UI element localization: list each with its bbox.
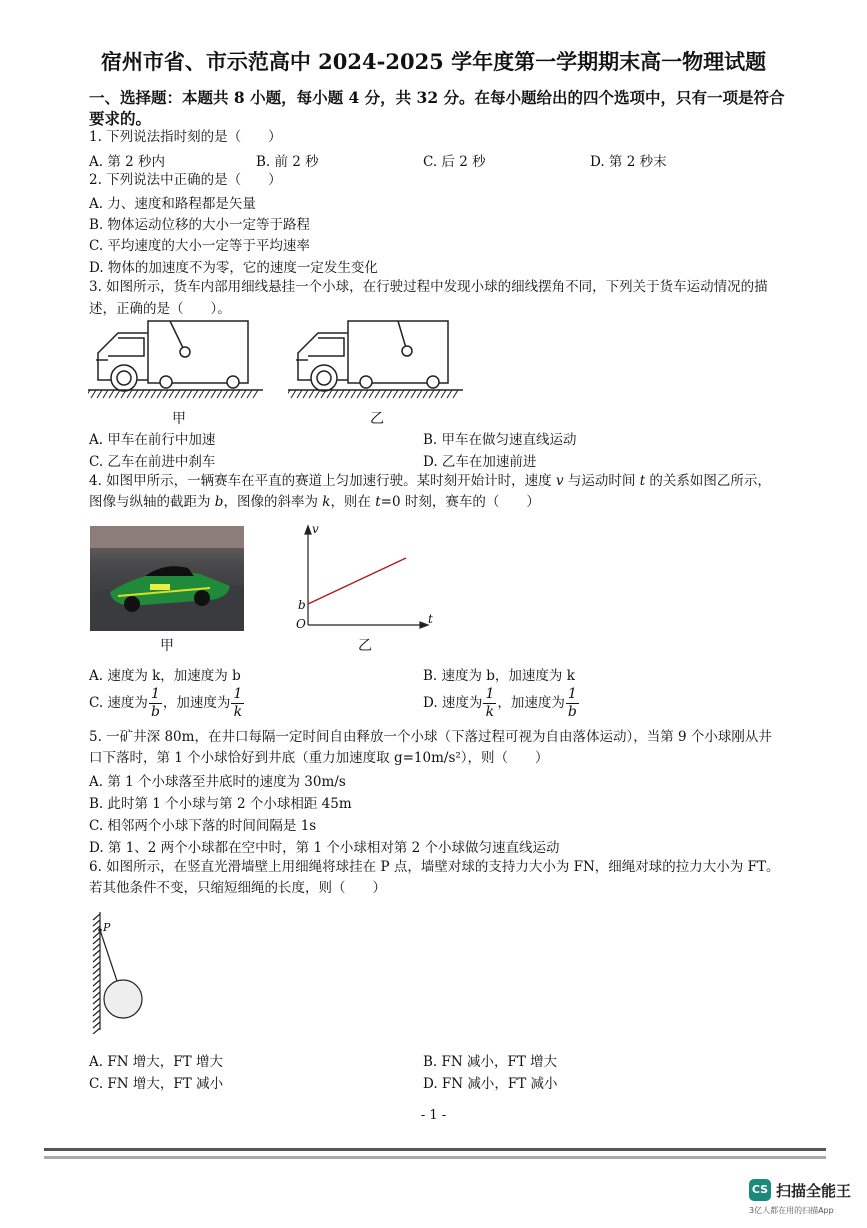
q5-stem-cont: 口下落时，第 1 个小球恰好到井底（重力加速度取 g=10m/s²），则（ ）	[89, 750, 549, 766]
q4-stem-cont: 图像与纵轴的截距为 b，图像的斜率为 k，则在 t=0 时刻，赛车的（ ）	[89, 494, 540, 510]
q6-stem: 6. 如图所示，在竖直光滑墙壁上用细绳将球挂在 P 点，墙壁对球的支持力大小为 FN，细绳对球的拉力大小为 FT。	[89, 859, 780, 875]
q5-option-c: C. 相邻两个小球下落的时间间隔是 1s	[89, 818, 317, 834]
graph-origin: O	[296, 617, 306, 631]
graph-axis-t: t	[428, 612, 433, 626]
q4-option-c: C. 速度为 $\frac{1}{b}$ ，加速度为 $\frac{1}{k}$	[89, 686, 243, 720]
page-divider-shadow	[44, 1156, 826, 1159]
q3-option-a: A. 甲车在前行中加速	[89, 432, 216, 448]
q3-stem-cont: 述，正确的是（ ）。	[89, 301, 231, 317]
q4-option-a: A. 速度为 k，加速度为 b	[89, 668, 241, 684]
q6-option-a: A. FN 增大，FT 增大	[89, 1054, 223, 1070]
scanner-watermark	[749, 1179, 859, 1219]
section-heading: 一、选择题：本题共 8 小题，每小题 4 分，共 32 分。在每小题给出的四个选项中，只有一项是符合	[89, 88, 785, 107]
q3-figure-label-jia: 甲	[172, 411, 186, 427]
q2-option-a: A. 力、速度和路程都是矢量	[89, 196, 256, 212]
q3-option-d: D. 乙车在加速前进	[423, 454, 537, 470]
q1-stem: 1. 下列说法指时刻的是（ ）	[89, 129, 282, 145]
truck-jia-figure	[88, 318, 263, 408]
q3-option-b: B. 甲车在做匀速直线运动	[423, 432, 577, 448]
q5-stem: 5. 一矿井深 80m，在井口每隔一定时间自由释放一个小球（下落过程可视为自由落体运动），当第 9 个小球刚从井	[89, 729, 772, 745]
q3-figure-label-yi: 乙	[370, 411, 384, 427]
q3-option-c: C. 乙车在前进中刹车	[89, 454, 216, 470]
brand-name: 扫描全能王	[776, 1182, 852, 1200]
v-t-graph	[288, 520, 438, 635]
q1-option-b: B. 前 2 秒	[256, 154, 319, 170]
q6-stem-cont: 若其他条件不变，只缩短细绳的长度，则（ ）	[89, 880, 386, 896]
graph-intercept: b	[298, 598, 306, 612]
q2-option-d: D. 物体的加速度不为零，它的速度一定发生变化	[89, 260, 378, 276]
q1-option-a: A. 第 2 秒内	[89, 154, 166, 170]
q3-stem: 3. 如图所示，货车内部用细线悬挂一个小球，在行驶过程中发现小球的细线摆角不同，下列关于货车运动情况的描	[89, 279, 768, 295]
truck-yi-figure	[288, 318, 463, 408]
section-heading-cont: 要求的。	[89, 109, 152, 128]
q2-option-b: B. 物体运动位移的大小一定等于路程	[89, 217, 311, 233]
q6-option-b: B. FN 减小，FT 增大	[423, 1054, 558, 1070]
q4-option-d: D. 速度为 $\frac{1}{k}$ ，加速度为 $\frac{1}{b}$	[423, 686, 577, 720]
q5-option-b: B. 此时第 1 个小球与第 2 个小球相距 45m	[89, 796, 352, 812]
q4-figure-label-jia: 甲	[160, 638, 174, 654]
exam-title: 宿州市省、市示范高中 2024-2025 学年度第一学期期末高一物理试题	[100, 49, 767, 74]
camscanner-logo-icon: CS	[749, 1179, 771, 1201]
q5-option-a: A. 第 1 个小球落至井底时的速度为 30m/s	[89, 774, 346, 790]
q4-stem: 4. 如图甲所示，一辆赛车在平直的赛道上匀加速行驶。某时刻开始计时，速度 v 与运动时间 t 的关系如图乙所示，	[89, 473, 771, 489]
page-number: - 1 -	[420, 1108, 447, 1123]
wall-ball-figure	[86, 908, 156, 1034]
graph-axis-v: v	[312, 522, 319, 536]
q2-stem: 2. 下列说法中正确的是（ ）	[89, 172, 282, 188]
q6-option-d: D. FN 减小，FT 减小	[423, 1076, 558, 1092]
q1-option-d: D. 第 2 秒末	[590, 154, 667, 170]
wall-point-p: P	[103, 921, 111, 934]
q1-option-c: C. 后 2 秒	[423, 154, 486, 170]
race-car-photo	[90, 526, 244, 631]
q2-option-c: C. 平均速度的大小一定等于平均速率	[89, 238, 310, 254]
q4-figure-label-yi: 乙	[358, 638, 372, 654]
page-divider	[44, 1148, 826, 1151]
q5-option-d: D. 第 1、2 两个小球都在空中时，第 1 个小球相对第 2 个小球做匀速直线运动	[89, 840, 560, 856]
brand-tagline: 3亿人都在用的扫描App	[749, 1206, 834, 1215]
q4-option-b: B. 速度为 b，加速度为 k	[423, 668, 575, 684]
q6-option-c: C. FN 增大，FT 减小	[89, 1076, 224, 1092]
